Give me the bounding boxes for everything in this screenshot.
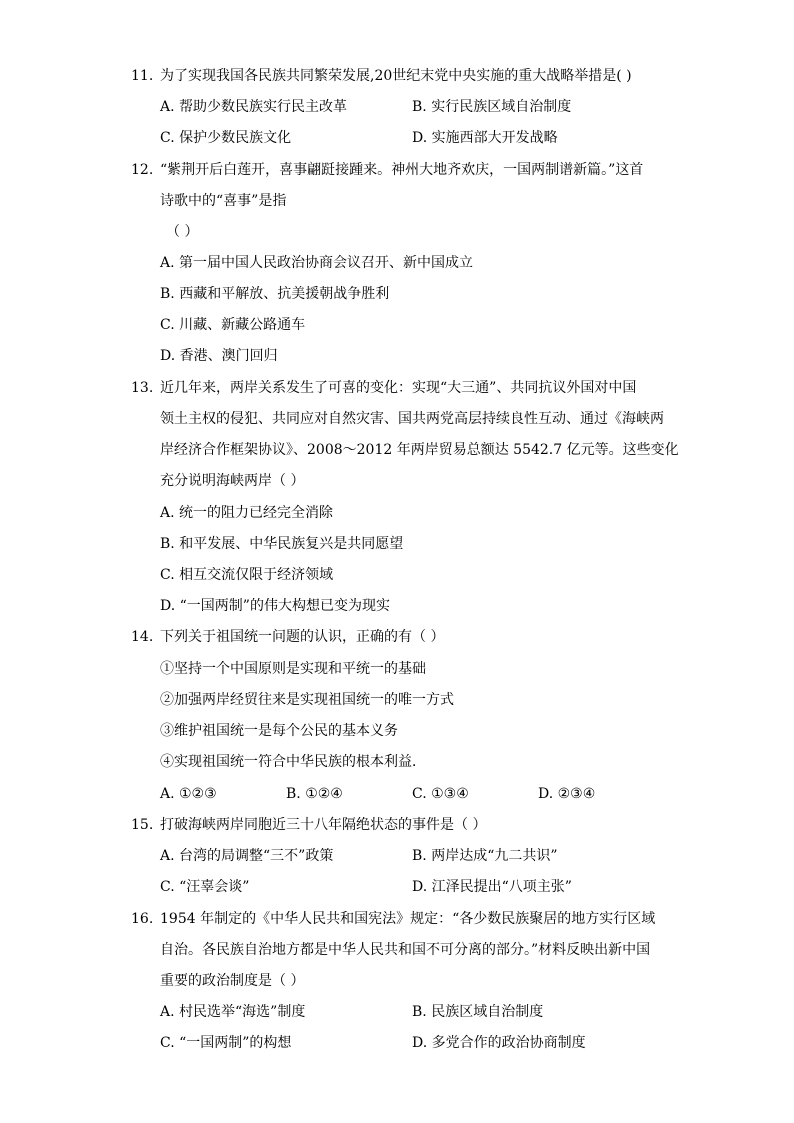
option-b: B. 西藏和平解放、抗美援朝战争胜利: [160, 286, 390, 302]
question-number: 14.: [131, 629, 154, 645]
option-a: A. 帮助少数民族实行民主改革: [160, 99, 348, 115]
option-d: D. 多党合作的政治协商制度: [412, 1035, 586, 1051]
question-stem: 下列关于祖国统一问题的认识，正确的有（ ）: [160, 629, 445, 645]
question-stem: 近几年来，两岸关系发生了可喜的变化：实现“大三通”、共同抗议外国对中国: [160, 380, 637, 396]
option-d: D. 江泽民提出“八项主张”: [412, 879, 572, 895]
question-stem: 岸经济合作框架协议》、2008～2012 年两岸贸易总额达 5542.7 亿元等。这些变化: [160, 442, 679, 458]
answer-blank: （ ）: [166, 224, 199, 240]
question-stem: 领土主权的侵犯、共同应对自然灾害、国共两党高层持续良性互动、通过《海峡两: [160, 411, 664, 427]
option-d: D. ②③④: [538, 786, 596, 802]
question-number: 12.: [131, 162, 154, 178]
option-c: C. 相互交流仅限于经济领域: [160, 567, 334, 583]
option-b: B. 和平发展、中华民族复兴是共同愿望: [160, 536, 404, 552]
option-c: C. “汪辜会谈”: [160, 879, 250, 895]
option-c: C. “一国两制”的构想: [160, 1035, 292, 1051]
question-stem: 充分说明海峡两岸（ ）: [160, 473, 305, 489]
statement-1: ①坚持一个中国原则是实现和平统一的基础: [160, 661, 426, 677]
option-a: A. 第一届中国人民政治协商会议召开、新中国成立: [160, 255, 474, 271]
statement-2: ②加强两岸经贸往来是实现祖国统一的唯一方式: [160, 692, 454, 708]
question-number: 11.: [131, 68, 154, 84]
question-stem: 为了实现我国各民族共同繁荣发展,20世纪末党中央实施的重大战略举措是( ): [160, 68, 632, 84]
option-c: C. 保护少数民族文化: [160, 130, 292, 146]
option-a: A. 村民选举“海选”制度: [160, 1004, 306, 1020]
question-stem: 重要的政治制度是（ ）: [160, 973, 305, 989]
question-stem: 诗歌中的“喜事”是指: [160, 193, 287, 209]
question-stem: 1954 年制定的《中华人民共和国宪法》规定：“各少数民族聚居的地方实行区域: [160, 911, 656, 927]
option-d: D. 香港、澳门回归: [160, 348, 278, 364]
option-d: D. “一国两制”的伟大构想已变为现实: [160, 598, 390, 614]
option-b: B. 民族区域自治制度: [412, 1004, 544, 1020]
option-a: A. 统一的阻力已经完全消除: [160, 505, 334, 521]
question-stem: 打破海峡两岸同胞近三十八年隔绝状态的事件是（ ）: [160, 817, 487, 833]
option-c: C. 川藏、新藏公路通车: [160, 317, 306, 333]
question-stem: 自治。各民族自治地方都是中华人民共和国不可分离的部分。”材料反映出新中国: [160, 942, 651, 958]
option-a: A. ①②③: [160, 786, 217, 802]
question-stem: “紫荆开后白莲开，喜事翩跹接踵来。神州大地齐欢庆，一国两制谱新篇。”这首: [160, 162, 644, 178]
statement-4: ④实现祖国统一符合中华民族的根本利益．: [160, 754, 426, 770]
option-b: B. ①②④: [286, 786, 343, 802]
option-d: D. 实施西部大开发战略: [412, 130, 558, 146]
option-c: C. ①③④: [412, 786, 469, 802]
statement-3: ③维护祖国统一是每个公民的基本义务: [160, 723, 398, 739]
option-b: B. 实行民族区域自治制度: [412, 99, 572, 115]
question-number: 15.: [131, 817, 154, 833]
question-number: 16.: [131, 911, 154, 927]
option-a: A. 台湾的局调整“三不”政策: [160, 848, 334, 864]
option-b: B. 两岸达成“九二共识”: [412, 848, 558, 864]
question-number: 13.: [131, 380, 154, 396]
